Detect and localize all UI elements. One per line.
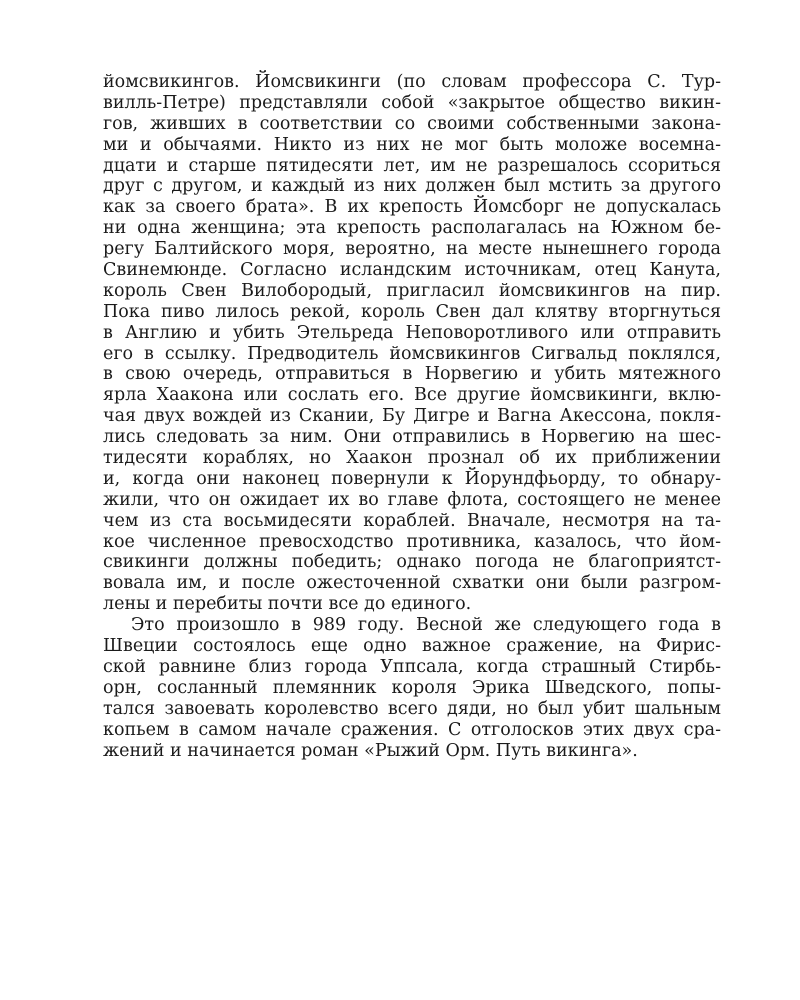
text-line: ярла Хаакона или сослать его. Все другие йомсвикинги, вклю- <box>103 385 721 406</box>
text-line: король Свен Вилобородый, пригласил йомсвикингов на пир. <box>103 280 721 301</box>
text-line: вовала им, и после ожесточенной схватки они были разгром- <box>103 573 721 594</box>
text-line: Свинемюнде. Согласно исландским источникам, отец Канута, <box>103 260 721 281</box>
text-line: и, когда они наконец повернули к Йорундфьорду, то обнару- <box>103 468 721 489</box>
text-line: чая двух вождей из Скании, Бу Дигре и Вагна Акессона, покля- <box>103 406 721 427</box>
text-line: копьем в самом начале сражения. С отголосков этих двух сра- <box>103 719 721 740</box>
text-line: регу Балтийского моря, вероятно, на месте нынешнего города <box>103 239 721 260</box>
text-line: Это произошло в 989 году. Весной же следующего года в <box>131 615 721 636</box>
paragraph-1 <box>103 72 721 615</box>
text-line: ми и обычаями. Никто из них не мог быть моложе восемна- <box>103 134 721 155</box>
text-line: вилль-Петре) представляли собой «закрытое общество викин- <box>103 92 721 113</box>
text-line: в свою очередь, отправиться в Норвегию и убить мятежного <box>103 364 721 385</box>
text-line: жили, что он ожидает их во главе флота, состоящего не менее <box>103 489 721 510</box>
text-line: гов, живших в соответствии со своими собственными закона- <box>103 113 721 134</box>
text-line: тался завоевать королевство всего дяди, но был убит шальным <box>103 698 721 719</box>
text-line: его в ссылку. Предводитель йомсвикингов Сигвальд поклялся, <box>103 343 721 364</box>
text-line: тидесяти кораблях, но Хаакон прознал об их приближении <box>103 448 721 469</box>
text-line: как за своего брата». В их крепость Йомсборг не допускалась <box>103 197 721 218</box>
book-page-text <box>103 72 721 761</box>
text-line: жений и начинается роман «Рыжий Орм. Путь викинга». <box>103 740 638 761</box>
text-line: свикинги должны победить; однако погода не благоприятст- <box>103 552 721 573</box>
text-line: лись следовать за ним. Они отправились в Норвегию на шес- <box>103 427 721 448</box>
text-line: орн, сосланный племянник короля Эрика Шведского, попы- <box>103 677 721 698</box>
paragraph-2 <box>103 615 721 761</box>
text-line: ской равнине близ города Уппсала, когда страшный Стирбь- <box>103 656 721 677</box>
text-line: в Англию и убить Этельреда Неповоротливого или отправить <box>103 322 721 343</box>
text-line: Швеции состоялось еще одно важное сражение, на Фирис- <box>103 636 721 657</box>
text-line: Пока пиво лилось рекой, король Свен дал клятву вторгнуться <box>103 301 721 322</box>
text-line: ни одна женщина; эта крепость располагалась на Южном бе- <box>103 218 721 239</box>
text-line: кое численное превосходство противника, казалось, что йом- <box>103 531 721 552</box>
text-line: чем из ста восьмидесяти кораблей. Вначале, несмотря на та- <box>103 510 721 531</box>
text-line: друг с другом, и каждый из них должен был мстить за другого <box>103 176 721 197</box>
text-line: дцати и старше пятидесяти лет, им не разрешалось ссориться <box>103 155 721 176</box>
text-line: йомсвикингов. Йомсвикинги (по словам профессора С. Тур- <box>103 72 721 92</box>
text-line: лены и перебиты почти все до единого. <box>103 594 472 615</box>
